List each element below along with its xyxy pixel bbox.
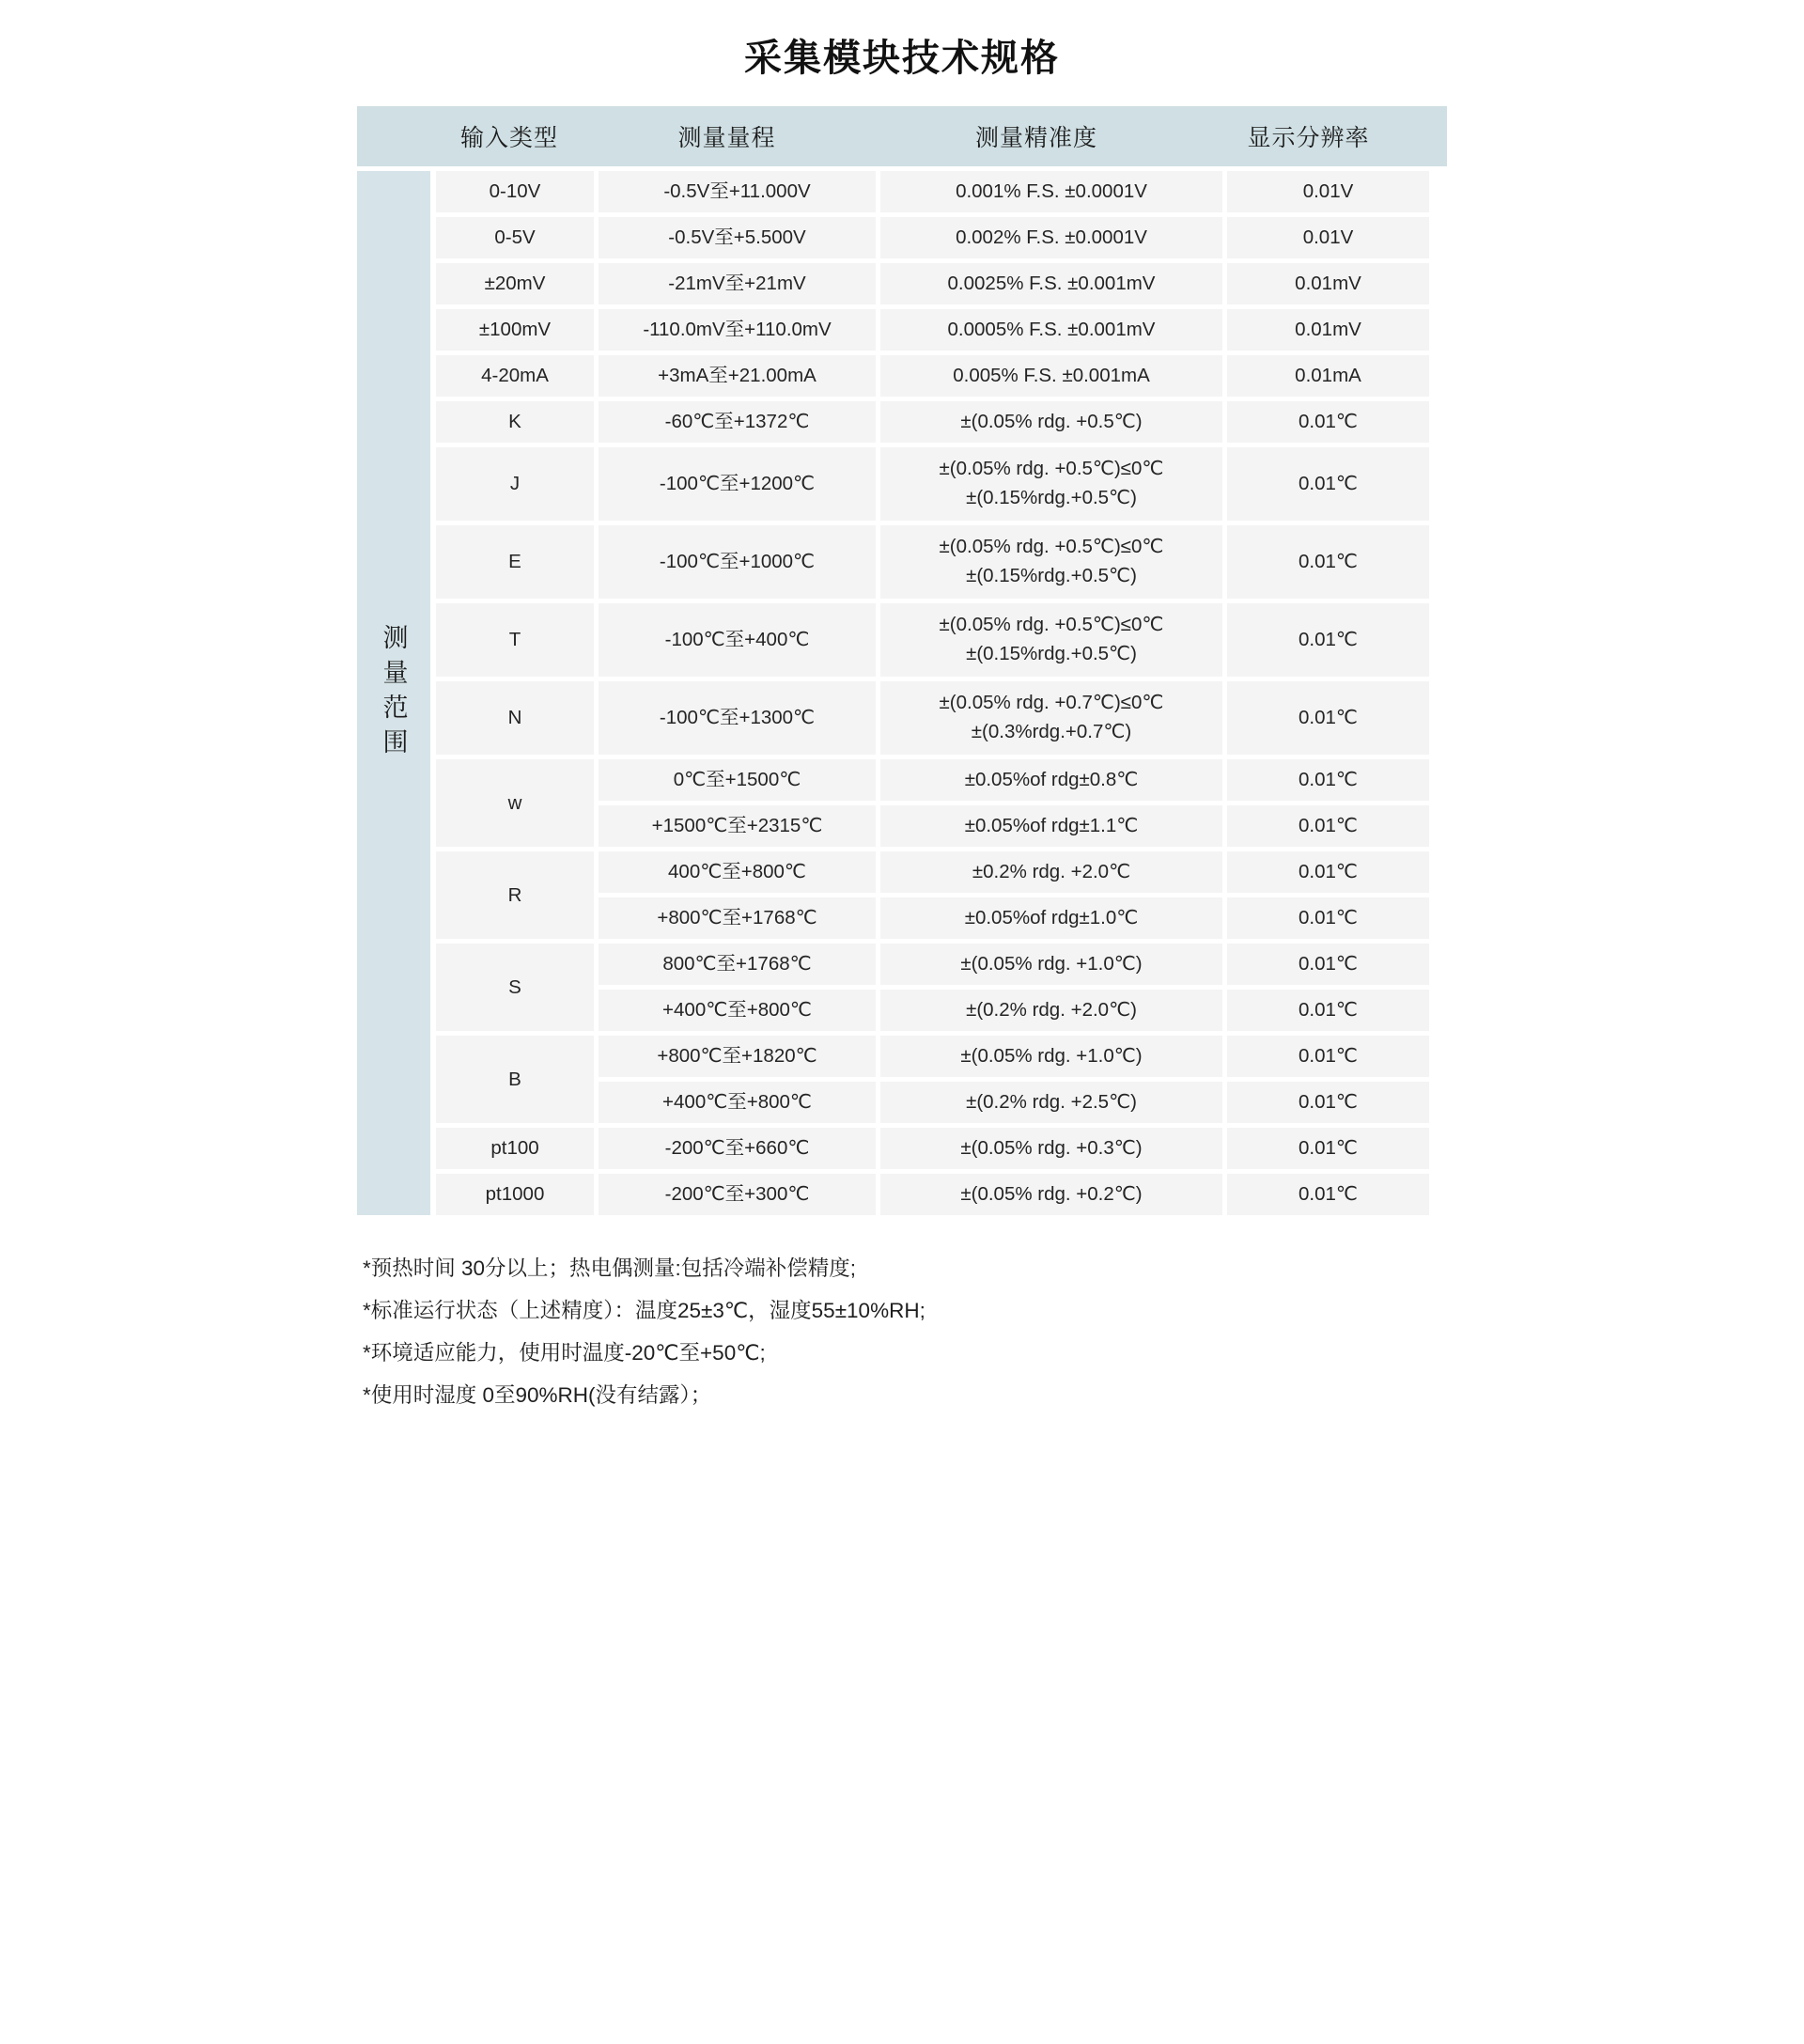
table-subrow [594, 759, 1447, 801]
cell-accuracy-line: ±(0.15%rdg.+0.5℃) [966, 565, 1137, 586]
cell-accuracy: ±(0.2% rdg. +2.5℃) [880, 1082, 1222, 1123]
table-subrow [594, 944, 1447, 985]
cell-measure-range: -0.5V至+5.500V [599, 217, 876, 258]
column-header-input-type: 输入类型 [459, 125, 558, 151]
cell-resolution: 0.01℃ [1227, 897, 1429, 939]
table-row [430, 171, 1447, 212]
cell-input-type: w [436, 759, 594, 847]
table-row [430, 355, 1447, 397]
cell-measure-range: +3mA至+21.00mA [599, 355, 876, 397]
cell-resolution: 0.01V [1227, 171, 1429, 212]
cell-accuracy: ±0.05%of rdg±0.8℃ [880, 759, 1222, 801]
cell-measure-range: +400℃至+800℃ [599, 990, 876, 1031]
cell-resolution: 0.01℃ [1227, 805, 1429, 847]
cell-input-type: J [436, 447, 594, 521]
cell-accuracy-line: ±(0.05% rdg. +0.5℃)≤0℃ [939, 614, 1164, 636]
cell-accuracy: ±0.05%of rdg±1.0℃ [880, 897, 1222, 939]
bottom-spacer [0, 1416, 1804, 1520]
cell-resolution: 0.01℃ [1227, 1174, 1429, 1215]
row-group-label-measure-range [357, 171, 430, 1215]
cell-subrows [594, 759, 1447, 847]
cell-input-type: B [436, 1036, 594, 1123]
cell-resolution: 0.01℃ [1227, 603, 1429, 677]
cell-measure-range: 0℃至+1500℃ [599, 759, 876, 801]
cell-resolution: 0.01℃ [1227, 1128, 1429, 1169]
table-row [430, 525, 1447, 599]
cell-accuracy: 0.005% F.S. ±0.001mA [880, 355, 1222, 397]
cell-resolution: 0.01℃ [1227, 759, 1429, 801]
cell-resolution: 0.01℃ [1227, 851, 1429, 893]
cell-input-type: R [436, 851, 594, 939]
cell-measure-range: -21mV至+21mV [599, 263, 876, 304]
table-row [430, 1128, 1447, 1169]
table-subrow [594, 897, 1447, 939]
cell-accuracy: 0.0005% F.S. ±0.001mV [880, 309, 1222, 351]
cell-accuracy: ±0.05%of rdg±1.1℃ [880, 805, 1222, 847]
cell-measure-range: -200℃至+660℃ [599, 1128, 876, 1169]
table-row [430, 681, 1447, 755]
cell-resolution: 0.01mA [1227, 355, 1429, 397]
table-row [430, 1036, 1447, 1123]
row-group-label-text: 测量范围 [379, 623, 408, 763]
cell-accuracy: 0.001% F.S. ±0.0001V [880, 171, 1222, 212]
cell-accuracy-line: ±(0.05% rdg. +0.5℃)≤0℃ [939, 536, 1164, 558]
table-body [357, 166, 1447, 1215]
cell-accuracy: ±(0.05% rdg. +0.3℃) [880, 1128, 1222, 1169]
cell-accuracy: ±(0.05% rdg. +0.5℃) [880, 401, 1222, 443]
cell-accuracy: ±(0.05% rdg. +1.0℃) [880, 944, 1222, 985]
cell-resolution: 0.01℃ [1227, 944, 1429, 985]
cell-accuracy [880, 447, 1222, 521]
page-title: 采集模块技术规格 [744, 38, 1060, 79]
table-row [430, 263, 1447, 304]
table-row [430, 401, 1447, 443]
cell-input-type: pt1000 [436, 1174, 594, 1215]
cell-input-type: T [436, 603, 594, 677]
cell-accuracy [880, 603, 1222, 677]
cell-resolution: 0.01V [1227, 217, 1429, 258]
cell-measure-range: +800℃至+1820℃ [599, 1036, 876, 1077]
table-row [430, 447, 1447, 521]
table-subrow [594, 990, 1447, 1031]
cell-measure-range: +1500℃至+2315℃ [599, 805, 876, 847]
cell-resolution: 0.01℃ [1227, 1036, 1429, 1077]
cell-resolution: 0.01℃ [1227, 401, 1429, 443]
cell-measure-range: +800℃至+1768℃ [599, 897, 876, 939]
cell-accuracy [880, 681, 1222, 755]
cell-resolution: 0.01℃ [1227, 681, 1429, 755]
table-header-row [357, 106, 1447, 166]
footnotes [357, 1247, 1447, 1416]
cell-measure-range: -0.5V至+11.000V [599, 171, 876, 212]
spec-table [357, 106, 1447, 1215]
cell-subrows [594, 1036, 1447, 1123]
cell-accuracy: 0.002% F.S. ±0.0001V [880, 217, 1222, 258]
cell-input-type: pt100 [436, 1128, 594, 1169]
cell-input-type: 4-20mA [436, 355, 594, 397]
cell-resolution: 0.01mV [1227, 309, 1429, 351]
column-header-measure-range: 测量量程 [677, 125, 776, 151]
cell-resolution: 0.01℃ [1227, 990, 1429, 1031]
cell-measure-range: +400℃至+800℃ [599, 1082, 876, 1123]
cell-input-type: N [436, 681, 594, 755]
cell-input-type: E [436, 525, 594, 599]
cell-resolution: 0.01℃ [1227, 525, 1429, 599]
footnote-line: *使用时湿度 0至90%RH(没有结露）； [363, 1383, 712, 1407]
cell-subrows [594, 944, 1447, 1031]
cell-accuracy-line: ±(0.05% rdg. +0.7℃)≤0℃ [939, 692, 1164, 714]
cell-accuracy [880, 525, 1222, 599]
table-row [430, 309, 1447, 351]
cell-measure-range: -100℃至+400℃ [599, 603, 876, 677]
cell-measure-range: -100℃至+1000℃ [599, 525, 876, 599]
cell-input-type: ±20mV [436, 263, 594, 304]
cell-accuracy-line: ±(0.3%rdg.+0.7℃) [971, 721, 1132, 742]
cell-accuracy: ±(0.2% rdg. +2.0℃) [880, 990, 1222, 1031]
cell-accuracy: ±0.2% rdg. +2.0℃ [880, 851, 1222, 893]
table-row [430, 851, 1447, 939]
cell-accuracy-line: ±(0.05% rdg. +0.5℃)≤0℃ [939, 458, 1164, 480]
cell-resolution: 0.01℃ [1227, 1082, 1429, 1123]
footnote-line: *标准运行状态（上述精度）：温度25±3℃，湿度55±10%RH; [363, 1299, 925, 1322]
table-row [430, 603, 1447, 677]
cell-input-type: S [436, 944, 594, 1031]
table-subrow [594, 805, 1447, 847]
table-subrow [594, 851, 1447, 893]
cell-input-type: ±100mV [436, 309, 594, 351]
table-row [430, 217, 1447, 258]
table-subrow [594, 1082, 1447, 1123]
cell-accuracy-line: ±(0.15%rdg.+0.5℃) [966, 643, 1137, 664]
cell-measure-range: -200℃至+300℃ [599, 1174, 876, 1215]
cell-measure-range: 400℃至+800℃ [599, 851, 876, 893]
column-header-resolution: 显示分辨率 [1247, 125, 1370, 151]
cell-measure-range: 800℃至+1768℃ [599, 944, 876, 985]
cell-resolution: 0.01℃ [1227, 447, 1429, 521]
table-row [430, 1174, 1447, 1215]
table-rows [430, 166, 1447, 1215]
table-row [430, 759, 1447, 847]
footnote-line: *预热时间 30分以上；热电偶测量:包括冷端补偿精度; [363, 1256, 857, 1280]
column-header-accuracy: 测量精准度 [974, 125, 1097, 151]
footnote-line: *环境适应能力，使用时温度-20℃至+50℃; [363, 1341, 766, 1365]
cell-accuracy-line: ±(0.15%rdg.+0.5℃) [966, 487, 1137, 508]
cell-input-type: K [436, 401, 594, 443]
table-row [430, 944, 1447, 1031]
cell-accuracy: ±(0.05% rdg. +0.2℃) [880, 1174, 1222, 1215]
cell-accuracy: ±(0.05% rdg. +1.0℃) [880, 1036, 1222, 1077]
cell-measure-range: -100℃至+1300℃ [599, 681, 876, 755]
cell-measure-range: -60℃至+1372℃ [599, 401, 876, 443]
cell-accuracy: 0.0025% F.S. ±0.001mV [880, 263, 1222, 304]
cell-resolution: 0.01mV [1227, 263, 1429, 304]
cell-input-type: 0-10V [436, 171, 594, 212]
cell-measure-range: -100℃至+1200℃ [599, 447, 876, 521]
cell-measure-range: -110.0mV至+110.0mV [599, 309, 876, 351]
cell-subrows [594, 851, 1447, 939]
cell-input-type: 0-5V [436, 217, 594, 258]
table-subrow [594, 1036, 1447, 1077]
